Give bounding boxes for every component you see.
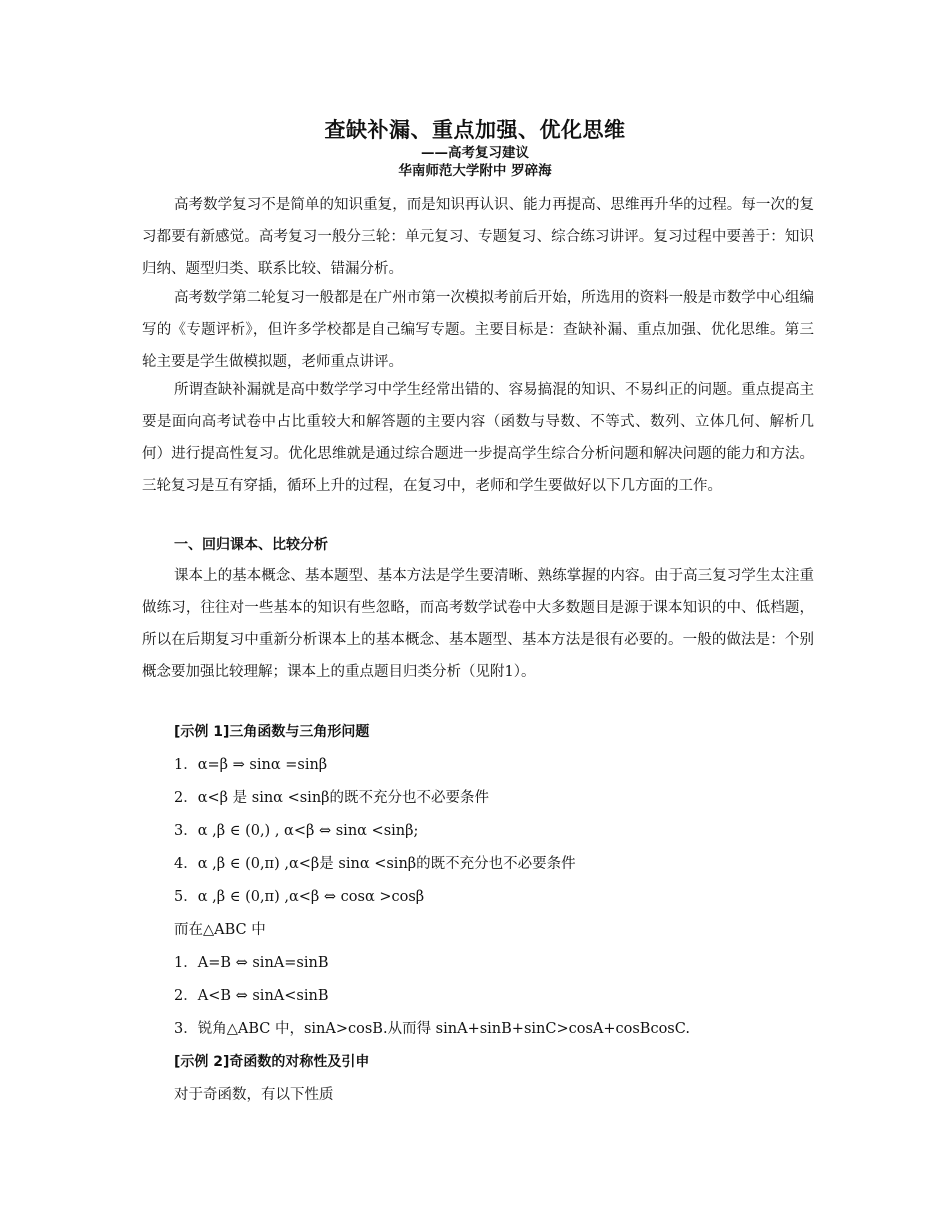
paragraph-intro: 高考数学复习不是简单的知识重复，而是知识再认识、能力再提高、思维再升华的过程。每一次的复习都要有新感觉。高考复习一般分三轮：单元复习、专题复习、综合练习讲评。复习过程中要善于：知识归纳、题型归类、联系比较、错漏分析。 bbox=[142, 197, 814, 277]
example-1-heading: [示例 1]三角函数与三角形问题 bbox=[174, 724, 370, 740]
document-author: 华南师范大学附中 罗碎海 bbox=[398, 163, 552, 179]
triangle-item: 1．A=B ⇔ sinA=sinB bbox=[174, 955, 329, 971]
example-1-item: 2．α<β 是 sinα <sinβ的既不充分也不必要条件 bbox=[174, 790, 490, 806]
example-1-item: 5．α ,β ∈ (0,π) ,α<β ⇔ cosα >cosβ bbox=[174, 889, 425, 905]
paragraph-second-round: 高考数学第二轮复习一般都是在广州市第一次模拟考前后开始，所选用的资料一般是市数学中心组编写的《专题评析》，但许多学校都是自己编写专题。主要目标是：查缺补漏、重点加强、优化思维。第三轮主要是学生做模拟题，老师重点讲评。 bbox=[142, 290, 814, 370]
example-2-heading: [示例 2]奇函数的对称性及引申 bbox=[174, 1054, 370, 1070]
triangle-item: 2．A<B ⇔ sinA<sinB bbox=[174, 988, 329, 1004]
example-1-item: 1．α=β ⇒ sinα =sinβ bbox=[174, 757, 328, 773]
paragraph-textbook: 课本上的基本概念、基本题型、基本方法是学生要清晰、熟练掌握的内容。由于高三复习学生太注重做练习，往往对一些基本的知识有些忽略，而高考数学试卷中大多数题目是源于课本知识的中、低档题，所以在后期复习中重新分析课本上的基本概念、基本题型、基本方法是很有必要的。一般的做法是：个别概念要加强比较理解；课本上的重点题目归类分析（见附1）。 bbox=[142, 568, 814, 680]
example-1-item: 3．α ,β ∈ (0,) , α<β ⇔ sinα <sinβ; bbox=[174, 823, 419, 839]
example-2-intro: 对于奇函数，有以下性质 bbox=[174, 1087, 334, 1103]
section-heading: 一、回归课本、比较分析 bbox=[174, 537, 328, 553]
document-title: 查缺补漏、重点加强、优化思维 bbox=[324, 118, 626, 142]
triangle-intro: 而在△ABC 中 bbox=[174, 922, 266, 938]
document-subtitle: ——高考复习建议 bbox=[421, 145, 529, 161]
triangle-item: 3．锐角△ABC 中，sinA>cosB.从而得 sinA+sinB+sinC>cosA+cosBcosC. bbox=[174, 1021, 690, 1037]
paragraph-definitions: 所谓查缺补漏就是高中数学学习中学生经常出错的、容易搞混的知识、不易纠正的问题。重点提高主要是面向高考试卷中占比重较大和解答题的主要内容（函数与导数、不等式、数列、立体几何、解析几何）进行提高性复习。优化思维就是通过综合题进一步提高学生综合分析问题和解决问题的能力和方法。三轮复习是互有穿插，循环上升的过程，在复习中，老师和学生要做好以下几方面的工作。 bbox=[142, 382, 814, 494]
example-1-item: 4．α ,β ∈ (0,π) ,α<β是 sinα <sinβ的既不充分也不必要条件 bbox=[174, 856, 576, 872]
